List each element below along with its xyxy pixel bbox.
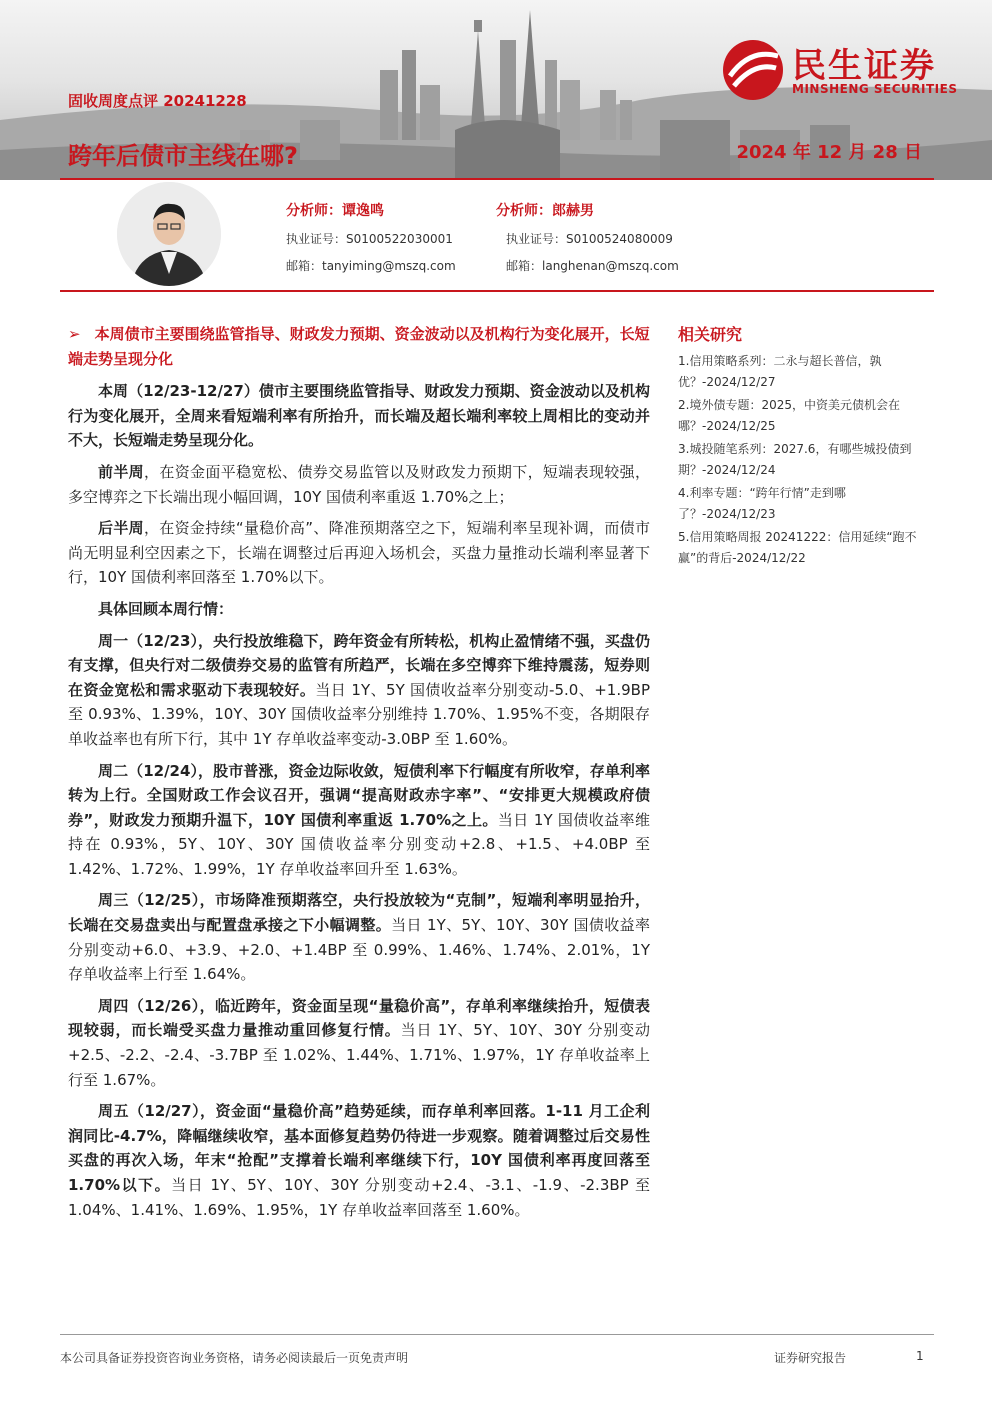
header-banner <box>0 0 992 180</box>
related-research-item[interactable]: 3.城投随笔系列：2027.6，有哪些城投债到期？-2024/12/24 <box>678 442 912 477</box>
related-research-item[interactable]: 2.境外债专题：2025，中资美元债机会在哪？-2024/12/25 <box>678 398 900 433</box>
page-footer <box>60 1334 934 1365</box>
related-research-item[interactable]: 4.利率专题：“跨年行情”走到哪了？-2024/12/23 <box>678 486 846 521</box>
footer-report-type: 证券研究报告 <box>774 1351 847 1365</box>
analyst-2 <box>496 200 679 284</box>
minsheng-logo-icon <box>720 38 786 102</box>
first-half-paragraph <box>68 460 650 509</box>
thursday-text: 当日 1Y、5Y、10Y、30Y 分别变动+2.5、-2.2、-2.4、-3.7BP 至 1.02%、1.44%、1.71%、1.97%，1Y 存单收益率上行至 1.67%。 <box>68 1021 650 1089</box>
friday-text: 当日 1Y、5Y、10Y、30Y 分别变动+2.4、-3.1、-1.9、-2.3BP 至 1.04%、1.41%、1.69%、1.95%，1Y 存单收益率回落至 1.60%。 <box>68 1176 650 1219</box>
analyst-email[interactable]: 邮箱：langhenan@mszq.com <box>506 259 679 273</box>
brand-name-cn: 民生证券 <box>792 46 936 86</box>
wednesday-bold: 周三（12/25），市场降准预期落空，央行投放较为“克制”，短端利率明显抬升，长端在交易盘卖出与配置盘承接之下小幅调整。 <box>68 891 650 935</box>
analyst-cert: 执业证号：S0100524080009 <box>506 232 673 246</box>
friday-paragraph <box>68 1099 650 1222</box>
series-label: 固收周度点评 20241228 <box>68 92 247 110</box>
friday-lead: 周五（12/27），资金面“量稳价高”趋势延续，而存单利率回落。 <box>98 1102 546 1121</box>
analyst-1 <box>286 200 456 284</box>
report-date: 2024 年 12 月 28 日 <box>736 142 922 163</box>
company-logo <box>720 38 960 102</box>
thursday-bold: 周四（12/26），临近跨年，资金面呈现“量稳价高”，存单利率继续抬升，短债表现较弱，而长端受买盘力量推动重回修复行情。 <box>68 996 650 1040</box>
second-half-text: ，在资金持续“量稳价高”、降准预期落空之下，短端利率呈现补调，而债市尚无明显利空因素之下，长端在调整过后再迎入场机会，买盘力量推动长端利率显著下行，10Y 国债利率回落至 1.70%以下。 <box>68 519 650 587</box>
brand-name-en: MINSHENG SECURITIES <box>792 82 958 96</box>
tuesday-text: 当日 1Y 国债收益率维持在 0.93%，5Y、10Y、30Y 国债收益率分别变动+2.8、+1.5、+4.0BP 至 1.42%、1.72%、1.99%，1Y 存单收益率回升至 1.63%。 <box>68 810 650 878</box>
analyst-avatar <box>117 182 221 286</box>
friday-bold: 1-11 月工企利润同比-4.7%，降幅继续收窄，基本面修复趋势仍待进一步观察。随着调整过后交易性买盘的再次入场，年末“抢配”支撑着长端利率继续下行，10Y 国债利率再度回落至 1.70%以下。 <box>68 1102 650 1194</box>
second-half-paragraph <box>68 516 650 590</box>
review-heading: 具体回顾本周行情： <box>98 599 234 618</box>
monday-text: 当日 1Y、5Y 国债收益率分别变动-5.0、+1.9BP 至 0.93%、1.39%，10Y、30Y 国债收益率分别维持 1.70%、1.95%不变，各期限存单收益率也有所下行，其中 1Y 存单收益率变动-3.0BP 至 1.60%。 <box>68 680 650 748</box>
summary-paragraph <box>68 379 650 453</box>
first-half-text: ，在资金面平稳宽松、债券交易监管以及财政发力预期下，短端表现较强，多空博弈之下长端出现小幅回调，10Y 国债利率重返 1.70%之上； <box>68 462 650 506</box>
main-body <box>68 322 650 1229</box>
footer-disclaimer: 本公司具备证券投资咨询业务资格，请务必阅读最后一页免责声明 <box>60 1351 409 1365</box>
monday-paragraph <box>68 629 650 752</box>
analyst-cert: 执业证号：S0100522030001 <box>286 232 453 246</box>
tuesday-bold: 周二（12/24），股市普涨，资金边际收敛，短债利率下行幅度有所收窄，存单利率转为上行。全国财政工作会议召开，强调“提高财政赤字率”、“安排更大规模政府债券”，财政发力预期升温下，10Y 国债利率重返 1.70%之上。 <box>68 761 650 829</box>
related-research-item[interactable]: 5.信用策略周报 20241222：信用延续“跑不赢”的背后-2024/12/22 <box>678 530 917 565</box>
monday-bold: 周一（12/23），央行投放维稳下，跨年资金有所转松，机构止盈情绪不强，买盘仍有支撑，但央行对二级债券交易的监管有所趋严，长端在多空博弈下维持震荡，短券则在资金宽松和需求驱动下表现较好。 <box>68 631 650 699</box>
analyst-name: 分析师：郎赫男 <box>496 203 594 219</box>
wednesday-paragraph <box>68 888 650 986</box>
related-research-heading: 相关研究 <box>678 325 743 344</box>
page-number: 1 <box>916 1349 924 1363</box>
wednesday-text: 当日 1Y、5Y、10Y、30Y 国债收益率分别变动+6.0、+3.9、+2.0、+1.4BP 至 0.99%、1.46%、1.74%、2.01%，1Y 存单收益率上行至 1.64%。 <box>68 916 650 984</box>
tuesday-paragraph <box>68 759 650 882</box>
thursday-paragraph <box>68 994 650 1092</box>
analyst-name: 分析师：谭逸鸣 <box>286 203 384 219</box>
analyst-email[interactable]: 邮箱：tanyiming@mszq.com <box>286 259 456 273</box>
related-research <box>678 322 928 571</box>
summary-text: 本周（12/23-12/27）债市主要围绕监管指导、财政发力预期、资金波动以及机构行为变化展开，全周来看短端利率有所抬升，而长端及超长端利率较上周相比的变动并不大，长短端走势呈现分化。 <box>68 382 650 450</box>
page-title: 跨年后债市主线在哪? <box>68 142 298 170</box>
review-heading-paragraph <box>68 597 650 622</box>
first-half-lead: 前半周 <box>98 462 145 481</box>
key-point-text: 本周债市主要围绕监管指导、财政发力预期、资金波动以及机构行为变化展开，长短端走势呈现分化 <box>68 325 650 368</box>
key-point-heading <box>68 322 650 371</box>
second-half-lead: 后半周 <box>98 519 144 538</box>
related-research-item[interactable]: 1.信用策略系列：二永与超长普信，孰优？-2024/12/27 <box>678 354 882 389</box>
analyst-divider <box>60 290 934 292</box>
header-divider <box>60 178 934 180</box>
arrow-bullet-icon: ➢ <box>68 325 81 343</box>
